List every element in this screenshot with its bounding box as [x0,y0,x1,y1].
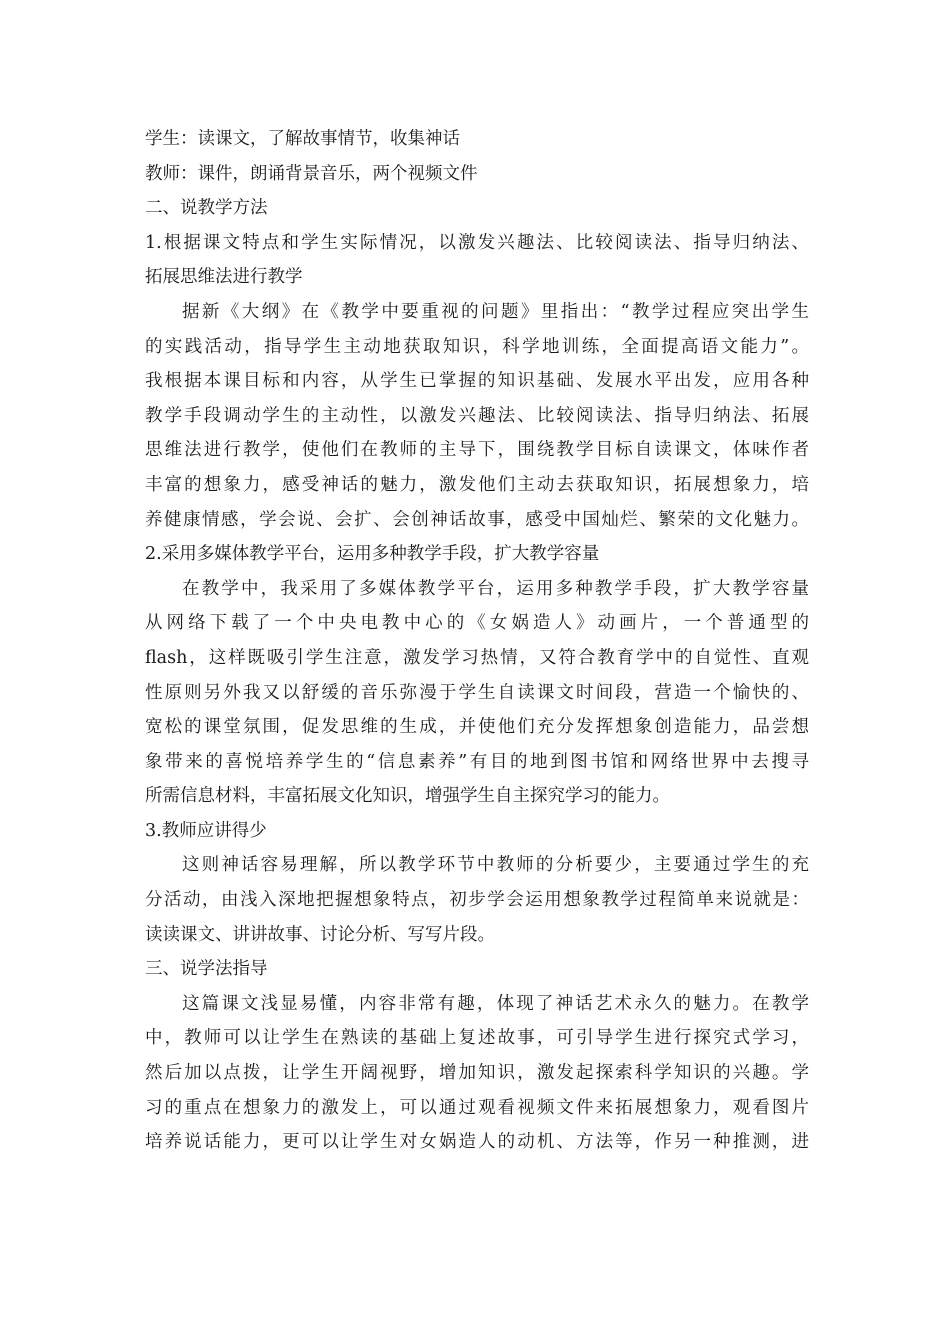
section-heading-learning-guidance: 三、说学法指导 [145,959,268,980]
document-body [145,122,809,1160]
paragraph-line: 养健康情感，学会说、会扩、会创神话故事，感受中国灿烂、繁荣的文化魅力。 [145,509,809,530]
text-line-students-prep: 学生：读课文，了解故事情节，收集神话 [145,129,460,149]
paragraph-line: 这则神话容易理解，所以教学环节中教师的分析要少，主要通过学生的充 [182,855,809,876]
section-heading-teaching-methods: 二、说教学方法 [145,198,268,219]
paragraph-line: 在教学中，我采用了多媒体教学平台，运用多种教学手段，扩大教学容量 [182,578,809,599]
paragraph-line: 的实践活动，指导学生主动地获取知识，科学地训练，全面提高语文能力”。 [145,336,809,357]
paragraph-line: 性原则另外我又以舒缓的音乐弥漫于学生自读课文时间段，营造一个愉快的、 [145,682,809,703]
subheading-method-1-cont: 拓展思维法进行教学 [145,267,303,288]
subheading-method-1: 1.根据课文特点和学生实际情况，以激发兴趣法、比较阅读法、指导归纳法、 [145,232,809,253]
paragraph-line: 习的重点在想象力的激发上，可以通过观看视频文件来拓展想象力，观看图片 [145,1097,809,1118]
text-line-teacher-prep: 教师：课件，朗诵背景音乐，两个视频文件 [145,163,478,184]
paragraph-line: 象带来的喜悦培养学生的“信息素养”有目的地到图书馆和网络世界中去搜寻 [145,751,809,772]
paragraph-line: 据新《大纲》在《教学中要重视的问题》里指出：“教学过程应突出学生 [182,301,809,322]
paragraph-line: 然后加以点拨，让学生开阔视野，增加知识，激发起探索科学知识的兴趣。学 [145,1063,809,1084]
paragraph-line: 培养说话能力，更可以让学生对女娲造人的动机、方法等，作另一种推测，进 [145,1132,809,1153]
paragraph-line: 我根据本课目标和内容，从学生已掌握的知识基础、发展水平出发，应用各种 [145,371,809,392]
paragraph-line: 中，教师可以让学生在熟读的基础上复述故事，可引导学生进行探究式学习， [145,1028,809,1049]
paragraph-line: 读读课文、讲讲故事、讨论分析、写写片段。 [145,924,495,945]
paragraph-line: 从网络下载了一个中央电教中心的《女娲造人》动画片，一个普通型的 [145,613,809,634]
paragraph-line: 丰富的想象力，感受神话的魅力，激发他们主动去获取知识，拓展想象力，培 [145,474,809,495]
subheading-method-2: 2.采用多媒体教学平台，运用多种教学手段，扩大教学容量 [145,544,600,565]
paragraph-line: 宽松的课堂氛围，促发思维的生成，并使他们充分发挥想象创造能力，品尝想 [145,717,809,738]
paragraph-line: 教学手段调动学生的主动性，以激发兴趣法、比较阅读法、指导归纳法、拓展 [145,405,809,426]
paragraph-line: 分活动，由浅入深地把握想象特点，初步学会运用想象教学过程简单来说就是： [145,890,809,911]
paragraph-line: flash，这样既吸引学生注意，激发学习热情，又符合教育学中的自觉性、直观 [145,647,809,668]
subheading-method-3: 3.教师应讲得少 [145,820,267,841]
paragraph-line: 所需信息材料，丰富拓展文化知识，增强学生自主探究学习的能力。 [145,786,670,807]
paragraph-line: 思维法进行教学，使他们在教师的主导下，围绕教学目标自读课文，体味作者 [145,440,809,461]
paragraph-line: 这篇课文浅显易懂，内容非常有趣，体现了神话艺术永久的魅力。在教学 [182,993,809,1014]
